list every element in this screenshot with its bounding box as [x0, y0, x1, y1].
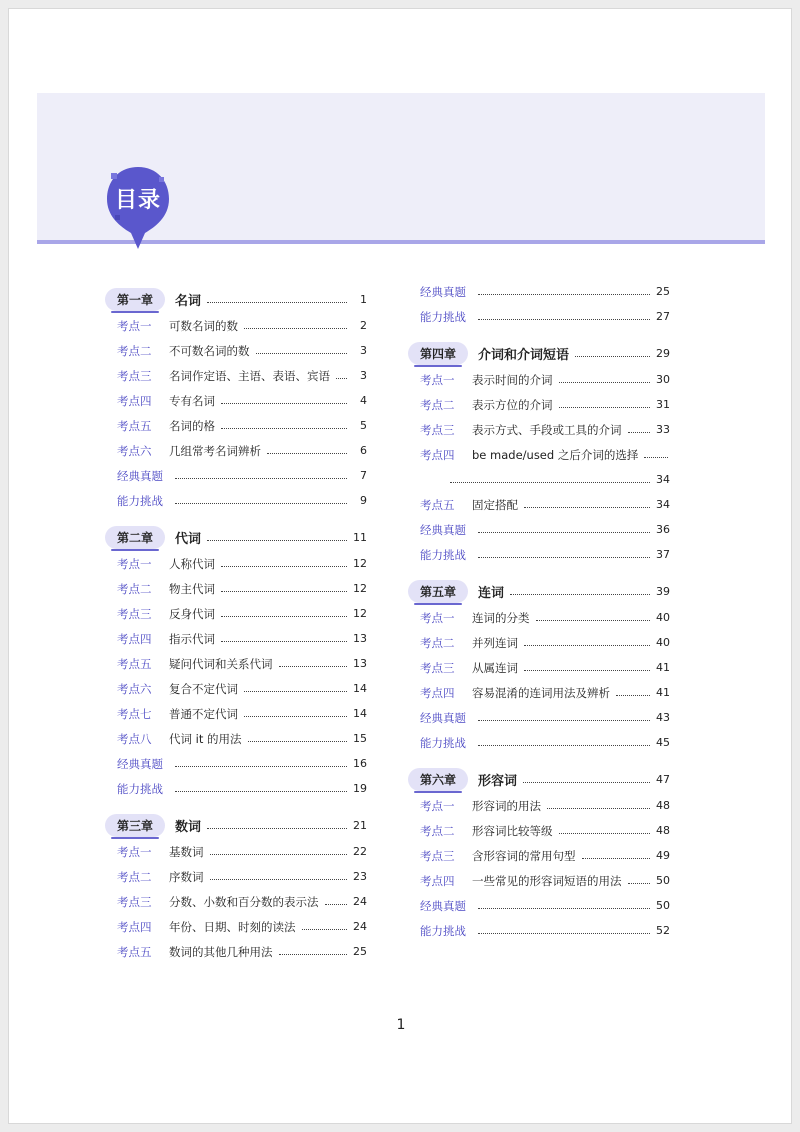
entry-page: 50 — [656, 899, 670, 912]
entry-title: 指示代词 — [169, 631, 215, 646]
toc-entry-row[interactable] — [408, 542, 670, 567]
entry-label: 考点五 — [117, 418, 152, 433]
chapter-title: 数词 — [175, 819, 202, 835]
dot-leader — [616, 695, 650, 696]
entry-label: 经典真题 — [117, 756, 163, 771]
entry-label: 考点八 — [117, 731, 152, 746]
dot-leader — [478, 532, 650, 533]
entry-title: 专有名词 — [169, 393, 215, 408]
entry-title: 固定搭配 — [472, 497, 518, 512]
entry-page: 15 — [353, 732, 367, 745]
entry-label: 考点一 — [117, 556, 152, 571]
dot-leader — [256, 353, 348, 354]
entry-label: 考点三 — [117, 894, 152, 909]
entry-label: 能力挑战 — [420, 923, 466, 938]
toc-entry-row[interactable] — [408, 655, 670, 680]
entry-label: 考点四 — [420, 685, 455, 700]
entry-label: 考点五 — [420, 497, 455, 512]
toc-entry-row[interactable] — [408, 442, 670, 467]
toc-entry-row[interactable] — [105, 839, 367, 864]
toc-entry-row[interactable] — [105, 388, 367, 413]
toc-entry-row[interactable] — [408, 818, 670, 843]
toc-entry-row[interactable] — [105, 701, 367, 726]
entry-page: 27 — [656, 310, 670, 323]
entry-title: 普通不定代词 — [169, 706, 238, 721]
dot-leader — [279, 954, 348, 955]
dot-leader — [478, 294, 650, 295]
entry-title: 基数词 — [169, 844, 204, 859]
entry-label: 能力挑战 — [117, 493, 163, 508]
chapter-title: 介词和介词短语 — [478, 347, 570, 363]
toc-entry-row[interactable] — [408, 367, 670, 392]
entry-page: 12 — [353, 607, 367, 620]
entry-page: 40 — [656, 611, 670, 624]
dot-leader — [210, 879, 348, 880]
entry-title: 代词 it 的用法 — [169, 731, 242, 746]
entry-title: 表示方式、手段或工具的介词 — [472, 422, 622, 437]
toc-entry-row[interactable] — [105, 601, 367, 626]
entry-page: 24 — [353, 920, 367, 933]
entry-label: 考点三 — [117, 606, 152, 621]
entry-title: 并列连词 — [472, 635, 518, 650]
entry-page: 41 — [656, 661, 670, 674]
entry-title: 几组常考名词辨析 — [169, 443, 261, 458]
chapter-title: 形容词 — [478, 773, 518, 789]
dot-leader — [221, 616, 347, 617]
entry-title: 表示时间的介词 — [472, 372, 553, 387]
entry-label: 经典真题 — [420, 522, 466, 537]
entry-label: 考点四 — [117, 393, 152, 408]
entry-title: 数词的其他几种用法 — [169, 944, 273, 959]
entry-title: 含形容词的常用句型 — [472, 848, 576, 863]
entry-label: 能力挑战 — [117, 781, 163, 796]
entry-label: 经典真题 — [420, 284, 466, 299]
chapter-page: 1 — [360, 292, 367, 306]
dot-leader — [221, 566, 347, 567]
entry-title: 从属连词 — [472, 660, 518, 675]
toc-entry-row[interactable] — [408, 605, 670, 630]
toc-entry-row[interactable] — [105, 413, 367, 438]
entry-label: 考点一 — [420, 372, 455, 387]
entry-title: 不可数名词的数 — [169, 343, 250, 358]
entry-title: 名词作定语、主语、表语、宾语 — [169, 368, 330, 383]
toc-entry-row[interactable] — [105, 313, 367, 338]
entry-label: 考点一 — [420, 610, 455, 625]
entry-title: 连词的分类 — [472, 610, 530, 625]
chapter-label: 第四章 — [408, 342, 468, 365]
entry-label: 考点五 — [117, 656, 152, 671]
toc-entry-row[interactable] — [105, 914, 367, 939]
entry-label: 考点三 — [420, 660, 455, 675]
toc-entry-row[interactable] — [408, 417, 670, 442]
entry-page: 40 — [656, 636, 670, 649]
entry-title: 序数词 — [169, 869, 204, 884]
entry-page: 2 — [360, 319, 367, 332]
dot-leader — [478, 908, 650, 909]
toc-entry-row[interactable] — [105, 463, 367, 488]
document-page — [8, 8, 792, 1124]
dot-leader — [559, 833, 651, 834]
dot-leader — [559, 382, 651, 383]
chapter-page: 47 — [656, 772, 670, 786]
chapter-label: 第六章 — [408, 768, 468, 791]
toc-entry-row[interactable] — [105, 676, 367, 701]
dot-leader — [628, 883, 651, 884]
toc-entry-row[interactable] — [408, 793, 670, 818]
dot-leader — [302, 929, 348, 930]
entry-page: 48 — [656, 824, 670, 837]
entry-title: 表示方位的介词 — [472, 397, 553, 412]
dot-leader — [336, 378, 347, 379]
chapter-page: 39 — [656, 584, 670, 598]
dot-leader — [221, 403, 347, 404]
entry-page: 23 — [353, 870, 367, 883]
toc-entry-row[interactable] — [408, 392, 670, 417]
entry-label: 考点七 — [117, 706, 152, 721]
chapter-page: 29 — [656, 346, 670, 360]
chapter-title: 代词 — [175, 531, 202, 547]
entry-label: 考点五 — [117, 944, 152, 959]
toc-entry-row[interactable] — [105, 438, 367, 463]
entry-page: 34 — [656, 473, 670, 486]
entry-label: 考点二 — [420, 635, 455, 650]
dot-leader — [221, 641, 347, 642]
dot-leader — [523, 782, 650, 783]
dot-leader — [210, 854, 348, 855]
dot-leader — [450, 482, 650, 483]
dot-leader — [559, 407, 651, 408]
chapter-row[interactable] — [105, 285, 367, 313]
dot-leader — [536, 620, 651, 621]
toc-entry-row[interactable] — [408, 304, 670, 329]
dot-leader — [207, 302, 347, 303]
entry-page: 25 — [353, 945, 367, 958]
entry-label: 考点六 — [117, 443, 152, 458]
entry-title: 容易混淆的连词用法及辨析 — [472, 685, 610, 700]
dot-leader — [175, 478, 347, 479]
chapter-row[interactable] — [105, 523, 367, 551]
chapter-label: 第三章 — [105, 814, 165, 837]
entry-label: 考点二 — [117, 581, 152, 596]
chapter-label: 第一章 — [105, 288, 165, 311]
dot-leader — [547, 808, 650, 809]
dot-leader — [478, 319, 650, 320]
entry-title: 年份、日期、时刻的读法 — [169, 919, 296, 934]
entry-title: 人称代词 — [169, 556, 215, 571]
entry-label: 考点三 — [420, 422, 455, 437]
entry-title: 形容词比较等级 — [472, 823, 553, 838]
entry-label: 考点四 — [117, 631, 152, 646]
entry-label: 经典真题 — [420, 710, 466, 725]
entry-page: 12 — [353, 582, 367, 595]
entry-label: 考点三 — [420, 848, 455, 863]
toc-continuation-row — [408, 467, 670, 492]
entry-page: 13 — [353, 657, 367, 670]
entry-page: 12 — [353, 557, 367, 570]
dot-leader — [267, 453, 347, 454]
chapter-title: 名词 — [175, 293, 202, 309]
dot-leader — [279, 666, 348, 667]
entry-title: 物主代词 — [169, 581, 215, 596]
toc-entry-row[interactable] — [408, 705, 670, 730]
dot-leader — [244, 328, 347, 329]
dot-leader — [207, 828, 347, 829]
chapter-row[interactable] — [408, 765, 670, 793]
entry-page: 48 — [656, 799, 670, 812]
entry-title: 一些常见的形容词短语的用法 — [472, 873, 622, 888]
entry-page: 7 — [360, 469, 367, 482]
entry-page: 50 — [656, 874, 670, 887]
chapter-row[interactable] — [408, 577, 670, 605]
entry-title: 可数名词的数 — [169, 318, 238, 333]
dot-leader — [244, 691, 347, 692]
entry-label: 考点二 — [420, 823, 455, 838]
entry-page: 22 — [353, 845, 367, 858]
dot-leader — [524, 670, 650, 671]
entry-page: 24 — [353, 895, 367, 908]
dot-leader — [644, 457, 668, 458]
toc-entry-row[interactable] — [408, 730, 670, 755]
toc-entry-row[interactable] — [105, 726, 367, 751]
toc-entry-row[interactable] — [105, 864, 367, 889]
toc-entry-row[interactable] — [105, 889, 367, 914]
entry-page: 34 — [656, 498, 670, 511]
entry-title: 形容词的用法 — [472, 798, 541, 813]
toc-entry-row[interactable] — [105, 626, 367, 651]
dot-leader — [628, 432, 651, 433]
toc-entry-row[interactable] — [105, 338, 367, 363]
dot-leader — [575, 356, 650, 357]
entry-title: 分数、小数和百分数的表示法 — [169, 894, 319, 909]
entry-page: 14 — [353, 707, 367, 720]
toc-entry-row[interactable] — [408, 868, 670, 893]
entry-label: 考点二 — [420, 397, 455, 412]
chapter-page: 11 — [353, 530, 367, 544]
entry-page: 5 — [360, 419, 367, 432]
entry-title: 复合不定代词 — [169, 681, 238, 696]
entry-page: 16 — [353, 757, 367, 770]
chapter-row[interactable] — [105, 811, 367, 839]
toc-entry-row[interactable] — [408, 843, 670, 868]
entry-page: 3 — [360, 344, 367, 357]
entry-page: 43 — [656, 711, 670, 724]
dot-leader — [478, 720, 650, 721]
dot-leader — [325, 904, 348, 905]
chapter-page: 21 — [353, 818, 367, 832]
entry-page: 25 — [656, 285, 670, 298]
toc-entry-row[interactable] — [105, 363, 367, 388]
entry-page: 49 — [656, 849, 670, 862]
entry-page: 52 — [656, 924, 670, 937]
dot-leader — [478, 933, 650, 934]
entry-page: 30 — [656, 373, 670, 386]
entry-label: 经典真题 — [420, 898, 466, 913]
toc-right-column — [408, 279, 670, 943]
toc-entry-row[interactable] — [105, 576, 367, 601]
toc-entry-row[interactable] — [105, 939, 367, 964]
entry-page: 31 — [656, 398, 670, 411]
entry-title: 疑问代词和关系代词 — [169, 656, 273, 671]
entry-page: 19 — [353, 782, 367, 795]
toc-entry-row[interactable] — [105, 651, 367, 676]
toc-entry-row[interactable] — [408, 630, 670, 655]
entry-page: 13 — [353, 632, 367, 645]
dot-leader — [175, 503, 347, 504]
dot-leader — [582, 858, 651, 859]
dot-leader — [478, 745, 650, 746]
entry-label: 能力挑战 — [420, 309, 466, 324]
toc-entry-row[interactable] — [408, 492, 670, 517]
entry-label: 考点三 — [117, 368, 152, 383]
entry-page: 36 — [656, 523, 670, 536]
entry-label: 考点一 — [420, 798, 455, 813]
toc-entry-row[interactable] — [105, 751, 367, 776]
chapter-label: 第二章 — [105, 526, 165, 549]
dot-leader — [207, 540, 347, 541]
entry-label: 考点一 — [117, 318, 152, 333]
entry-title: be made/used 之后介词的选择 — [472, 447, 639, 462]
entry-label: 考点一 — [117, 844, 152, 859]
dot-leader — [175, 766, 347, 767]
chapter-title: 连词 — [478, 585, 505, 601]
dot-leader — [221, 428, 347, 429]
entry-label: 经典真题 — [117, 468, 163, 483]
entry-title: 反身代词 — [169, 606, 215, 621]
toc-entry-row[interactable] — [105, 488, 367, 513]
entry-page: 37 — [656, 548, 670, 561]
dot-leader — [175, 791, 347, 792]
dot-leader — [244, 716, 347, 717]
entry-label: 考点二 — [117, 869, 152, 884]
toc-entry-row[interactable] — [408, 893, 670, 918]
entry-page: 6 — [360, 444, 367, 457]
entry-page: 4 — [360, 394, 367, 407]
toc-entry-row[interactable] — [105, 776, 367, 801]
entry-page: 9 — [360, 494, 367, 507]
toc-entry-row[interactable] — [408, 918, 670, 943]
toc-entry-row[interactable] — [408, 517, 670, 542]
chapter-row[interactable] — [408, 339, 670, 367]
entry-page: 33 — [656, 423, 670, 436]
dot-leader — [510, 594, 650, 595]
entry-label: 考点六 — [117, 681, 152, 696]
page-title: 目录 — [114, 188, 161, 213]
dot-leader — [524, 507, 650, 508]
entry-page: 41 — [656, 686, 670, 699]
toc-entry-row[interactable] — [408, 279, 670, 304]
entry-label: 考点二 — [117, 343, 152, 358]
toc-left-column — [105, 279, 367, 964]
dot-leader — [524, 645, 650, 646]
entry-page: 45 — [656, 736, 670, 749]
dot-leader — [248, 741, 347, 742]
entry-title: 名词的格 — [169, 418, 215, 433]
entry-label: 能力挑战 — [420, 735, 466, 750]
toc-entry-row[interactable] — [105, 551, 367, 576]
entry-page: 3 — [360, 369, 367, 382]
dot-leader — [221, 591, 347, 592]
toc-entry-row[interactable] — [408, 680, 670, 705]
entry-page: 14 — [353, 682, 367, 695]
entry-label: 考点四 — [420, 447, 455, 462]
page-number: 1 — [396, 1017, 406, 1033]
dot-leader — [478, 557, 650, 558]
entry-label: 能力挑战 — [420, 547, 466, 562]
entry-label: 考点四 — [117, 919, 152, 934]
chapter-label: 第五章 — [408, 580, 468, 603]
entry-label: 考点四 — [420, 873, 455, 888]
